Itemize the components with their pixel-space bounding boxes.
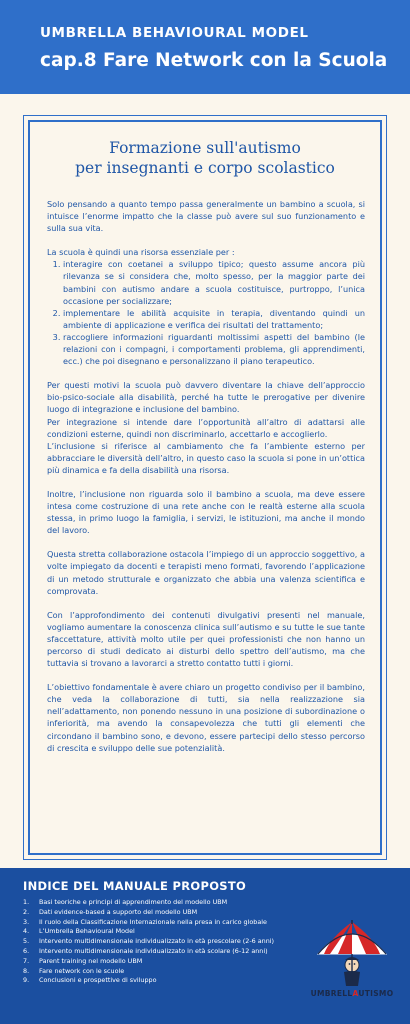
paragraph-rete: Inoltre, l’inclusione non riguarda solo il bambino a scuola, ma deve essere intesa come costruzione di una rete anche con le realtà esterne alla scuola stessa, in primo luogo la famiglia, i servizi, le istituzioni, ma anche il mondo del lavoro. (47, 488, 365, 536)
paragraph-obiettivo: L’obiettivo fondamentale è avere chiaro un progetto condiviso per il bambino, che veda la collaborazione di tutti, sia nella realizzazione sia nell’adattamento, non ponendo nessuno in una posizione di subordinazione o inferiorità, ma avendo la consapevolezza che tutti gli elementi che circondano il bambino sono, e devono, essere partecipi dello stesso percorso di crescita e sviluppo delle sue potenzialità. (47, 682, 365, 753)
index-item: 4. L’Umbrella Behavioural Model (23, 927, 135, 936)
header-banner (0, 0, 410, 94)
paragraph-bio-psico-sociale: Per questi motivi la scuola può davvero diventare la chiave dell’approccio bio-psico-sociale alla disabilità, perché ha tutte le prerogative per divenire luogo di integrazione e inclusione del bambino. (47, 380, 365, 415)
page-title (0, 138, 410, 178)
paragraph-inclusione: L’inclusione si riferisce al cambiamento che fa l’ambiente esterno per abbracciare le diversità dell’altro, in questo caso la scuola si pone in un’ottica più dinamica e fa della disabilità una risorsa. (47, 440, 365, 475)
index-item: 3. Il ruolo della Classificazione Internazionale nella presa in carico globale (23, 917, 267, 926)
list-item: 3. raccogliere informazioni riguardanti moltissimi aspetti del bambino (le relazioni con i compagni, i comportamenti problema, gli apprendimenti, ecc.) che poi disegnano e personalizzano il piano terapeutico. (63, 331, 365, 367)
paragraph-manuale: Con l’approfondimento dei contenuti divulgativi presenti nel manuale, vogliamo aumentare la conoscenza clinica sull’autismo e su tutte le sue tante sfaccettature, attività molto utile per quei professionisti che non hanno un percorso di studi dedicato ai disturbi dello spettro dell’autismo, ma che tuttavia si trovano a lavorarci a stretto contatto tutti i giorni. (47, 609, 365, 669)
index-title: INDICE DEL MANUALE PROPOSTO (23, 879, 247, 893)
title-line-2: per insegnanti e corpo scolastico (75, 159, 335, 177)
paragraph-integrazione: Per integrazione si intende dare l’opportunità all’altro di adattarsi alle condizioni esterne, quindi non discriminarlo, accettarlo e accoglierlo. (47, 416, 365, 439)
list-item: 2. implementare le abilità acquisite in terapia, diventando quindi un ambiente di applicazione e verifica dei risultati del trattamento; (63, 307, 365, 331)
chapter-title: cap.8 Fare Network con la Scuola (40, 50, 388, 71)
index-item: 8. Fare network con le scuole (23, 966, 125, 975)
paragraph-intro: Solo pensando a quanto tempo passa generalmente un bambino a scuola, si intuisce l’enorme impatto che la classe può avere sul suo funzionamento e sulla sua vita. (47, 199, 365, 234)
umbrella-character-icon (308, 918, 396, 990)
index-item: 5. Intervento multidimensionale individualizzato in età prescolare (2-6 anni) (23, 937, 275, 946)
list-item: 1. interagire con coetanei a sviluppo tipico; questo assume ancora più rilevanza se si considera che, molto spesso, per la maggior parte dei bambini con autismo andare a scuola costituisce, purtroppo, l’unica occasione per socializzare; (63, 258, 365, 306)
index-item: 6. Intervento multidimensionale individualizzato in età scolare (6-12 anni) (23, 946, 268, 955)
umbrella-autismo-logo (308, 918, 396, 1003)
index-item: 2. Dati evidence-based a supporto del modello UBM (23, 907, 198, 916)
index-item: 1. Basi teoriche e principi di apprendimento del modello UBM (23, 898, 228, 906)
index-item: 7. Parent training nel modello UBM (23, 956, 143, 965)
logo-wordmark: UMBRELLAUTISMO (310, 989, 394, 998)
paragraph-collaborazione: Questa stretta collaborazione ostacola l’impiego di un approccio soggettivo, a volte impiegato da docenti e terapisti meno formati, favorendo l’applicazione di un metodo strutturale e organizzato che abbia una valenza scientifica e comprovata. (47, 549, 365, 596)
index-list (23, 898, 333, 986)
index-item: 9. Conclusioni e prospettive di sviluppo (23, 976, 157, 985)
paragraph-resource-intro: La scuola è quindi una risorsa essenziale per : (47, 247, 235, 258)
resource-list (47, 258, 365, 367)
title-line-1: Formazione sull'autismo (109, 139, 301, 157)
series-title: UMBRELLA BEHAVIOURAL MODEL (40, 25, 309, 41)
body-text (47, 198, 365, 754)
